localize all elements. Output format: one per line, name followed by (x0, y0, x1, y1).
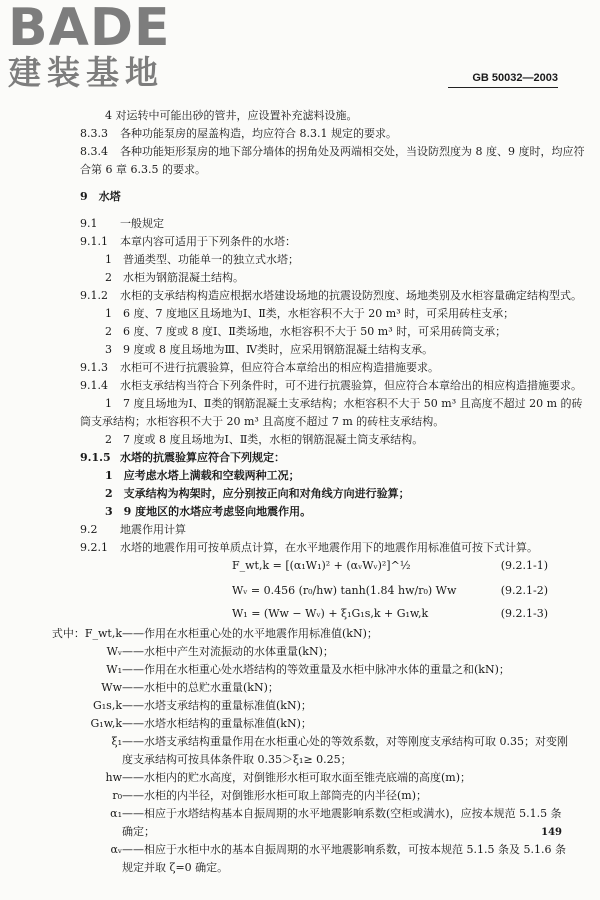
definition-item: G₁s,k——水塔支承结构的重量标准值(kN)； (92, 699, 312, 712)
equation (80, 577, 560, 605)
clause-line: 2 水柜为钢筋混凝土结构。 (105, 271, 244, 284)
definition-item: 确定； (122, 825, 155, 838)
subsection-heading: 9.1 一般规定 (80, 217, 164, 230)
definition-item: 式中：F_wt,k——作用在水柜重心处的水平地震作用标准值(kN)； (51, 627, 378, 640)
clause-line: 9.1.5 水塔的抗震验算应符合下列规定： (80, 451, 285, 464)
clause-line: 2 6 度、7 度或 8 度Ⅰ、Ⅱ类场地，水柜容积不大于 50 m³ 时，可采用砖筒支承； (105, 325, 507, 338)
equation-formula: W₁ = (Ww − Wᵥ) + ξ₁G₁s,k + G₁w,k (232, 607, 429, 620)
clause-line: 3 9 度地区的水塔应考虑竖向地震作用。 (105, 505, 312, 518)
equation-number: (9.2.1-2) (500, 584, 548, 597)
definition-item: 度支承结构可按具体条件取 0.35＞ξ₁≥ 0.25； (122, 753, 352, 766)
clause-line: 9.1.1 本章内容可适用于下列条件的水塔： (80, 235, 296, 248)
clause-line: 9.1.4 水柜支承结构当符合下列条件时，可不进行抗震验算，但应符合本章给出的相应构造措施要求。 (80, 379, 582, 392)
clause-line: 9.1.3 水柜可不进行抗震验算，但应符合本章给出的相应构造措施要求。 (80, 361, 439, 374)
equation-formula: F_wt,k = [(α₁W₁)² + (αᵥWᵥ)²]^½ (232, 559, 411, 572)
definitions-list (47, 625, 568, 877)
logo-latin: BADE (8, 0, 171, 58)
clause-line: 2 7 度或 8 度且场地为Ⅰ、Ⅱ类，水柜的钢筋混凝土筒支承结构。 (105, 433, 424, 446)
definition-item: hw——水柜内的贮水高度，对倒锥形水柜可取水面至锥壳底端的高度(m)； (105, 771, 472, 784)
clause-line: 8.3.3 各种功能泵房的屋盖构造，均应符合 8.3.1 规定的要求。 (80, 127, 397, 140)
equation-number: (9.2.1-3) (500, 607, 548, 620)
logo (8, 2, 198, 90)
clause-line: 1 7 度且场地为Ⅰ、Ⅱ类的钢筋混凝土支承结构；水柜容积不大于 50 m³ 且高度不超过 20 m 的砖 (105, 397, 583, 410)
definition-item: Wᵥ——水柜中产生对流振动的水体重量(kN)； (106, 645, 334, 658)
section-heading: 9 水塔 (80, 190, 121, 203)
definition-item: α₁——相应于水塔结构基本自振周期的水平地震影响系数(空柜或满水)，应按本规范 5.1.5 条 (110, 807, 562, 820)
logo-chinese: 建装基地 (8, 53, 164, 92)
clause-line: 2 支承结构为构架时，应分别按正向和对角线方向进行验算； (105, 487, 410, 500)
standard-code: GB 50032—2003 (448, 72, 558, 88)
equation-formula: Wᵥ = 0.456 (r₀/hw) tanh(1.84 hw/r₀) Ww (232, 584, 457, 597)
clause-line: 3 9 度或 8 度且场地为Ⅲ、Ⅳ类时，应采用钢筋混凝土结构支承。 (105, 343, 434, 356)
definition-item: ξ₁——水塔支承结构重量作用在水柜重心处的等效系数，对等刚度支承结构可取 0.35；对变刚 (111, 735, 568, 748)
page-body (51, 107, 585, 877)
clause-line: 9.2.1 水塔的地震作用可按单质点计算，在水平地震作用下的地震作用标准值可按下式计算。 (80, 541, 538, 554)
equation-number: (9.2.1-1) (500, 559, 548, 572)
definition-item: r₀——水柜的内半径，对倒锥形水柜可取上部筒壳的内半径(m)； (112, 789, 428, 802)
definition-item: αᵥ——相应于水柜中水的基本自振周期的水平地震影响系数，可按本规范 5.1.5 条及 5.1.6 条 (110, 843, 566, 856)
definition-item: Ww——水柜中的总贮水重量(kN)； (101, 681, 279, 694)
subsection-heading: 9.2 地震作用计算 (80, 523, 186, 536)
clause-line: 9.1.2 水柜的支承结构构造应根据水塔建设场地的抗震设防烈度、场地类别及水柜容量确定结构型式。 (80, 289, 582, 302)
clause-line: 4 对运转中可能出砂的管井，应设置补充滤料设施。 (105, 109, 358, 122)
clause-line: 合第 6 章 6.3.5 的要求。 (80, 163, 206, 176)
clause-line: 1 应考虑水塔上满载和空载两种工况； (105, 469, 300, 482)
clause-line: 筒支承结构；水柜容积不大于 20 m³ 且高度不超过 7 m 的砖柱支承结构。 (80, 415, 445, 428)
equation (80, 605, 560, 625)
definition-item: 规定并取 ζ=0 确定。 (122, 861, 229, 874)
clause-line: 1 6 度、7 度地区且场地为Ⅰ、Ⅱ类，水柜容积不大于 20 m³ 时，可采用砖柱支承； (105, 307, 515, 320)
definition-item: W₁——作用在水柜重心处水塔结构的等效重量及水柜中脉冲水体的重量之和(kN)； (106, 663, 510, 676)
clause-line: 8.3.4 各种功能矩形泵房的地下部分墙体的拐角处及两端相交处，当设防烈度为 8 度、9 度时，均应符 (80, 145, 585, 158)
clause-line: 1 普通类型、功能单一的独立式水塔； (105, 253, 299, 266)
definition-item: G₁w,k——水塔水柜结构的重量标准值(kN)； (90, 717, 312, 730)
page-number: 149 (541, 827, 562, 838)
equation (80, 557, 560, 577)
